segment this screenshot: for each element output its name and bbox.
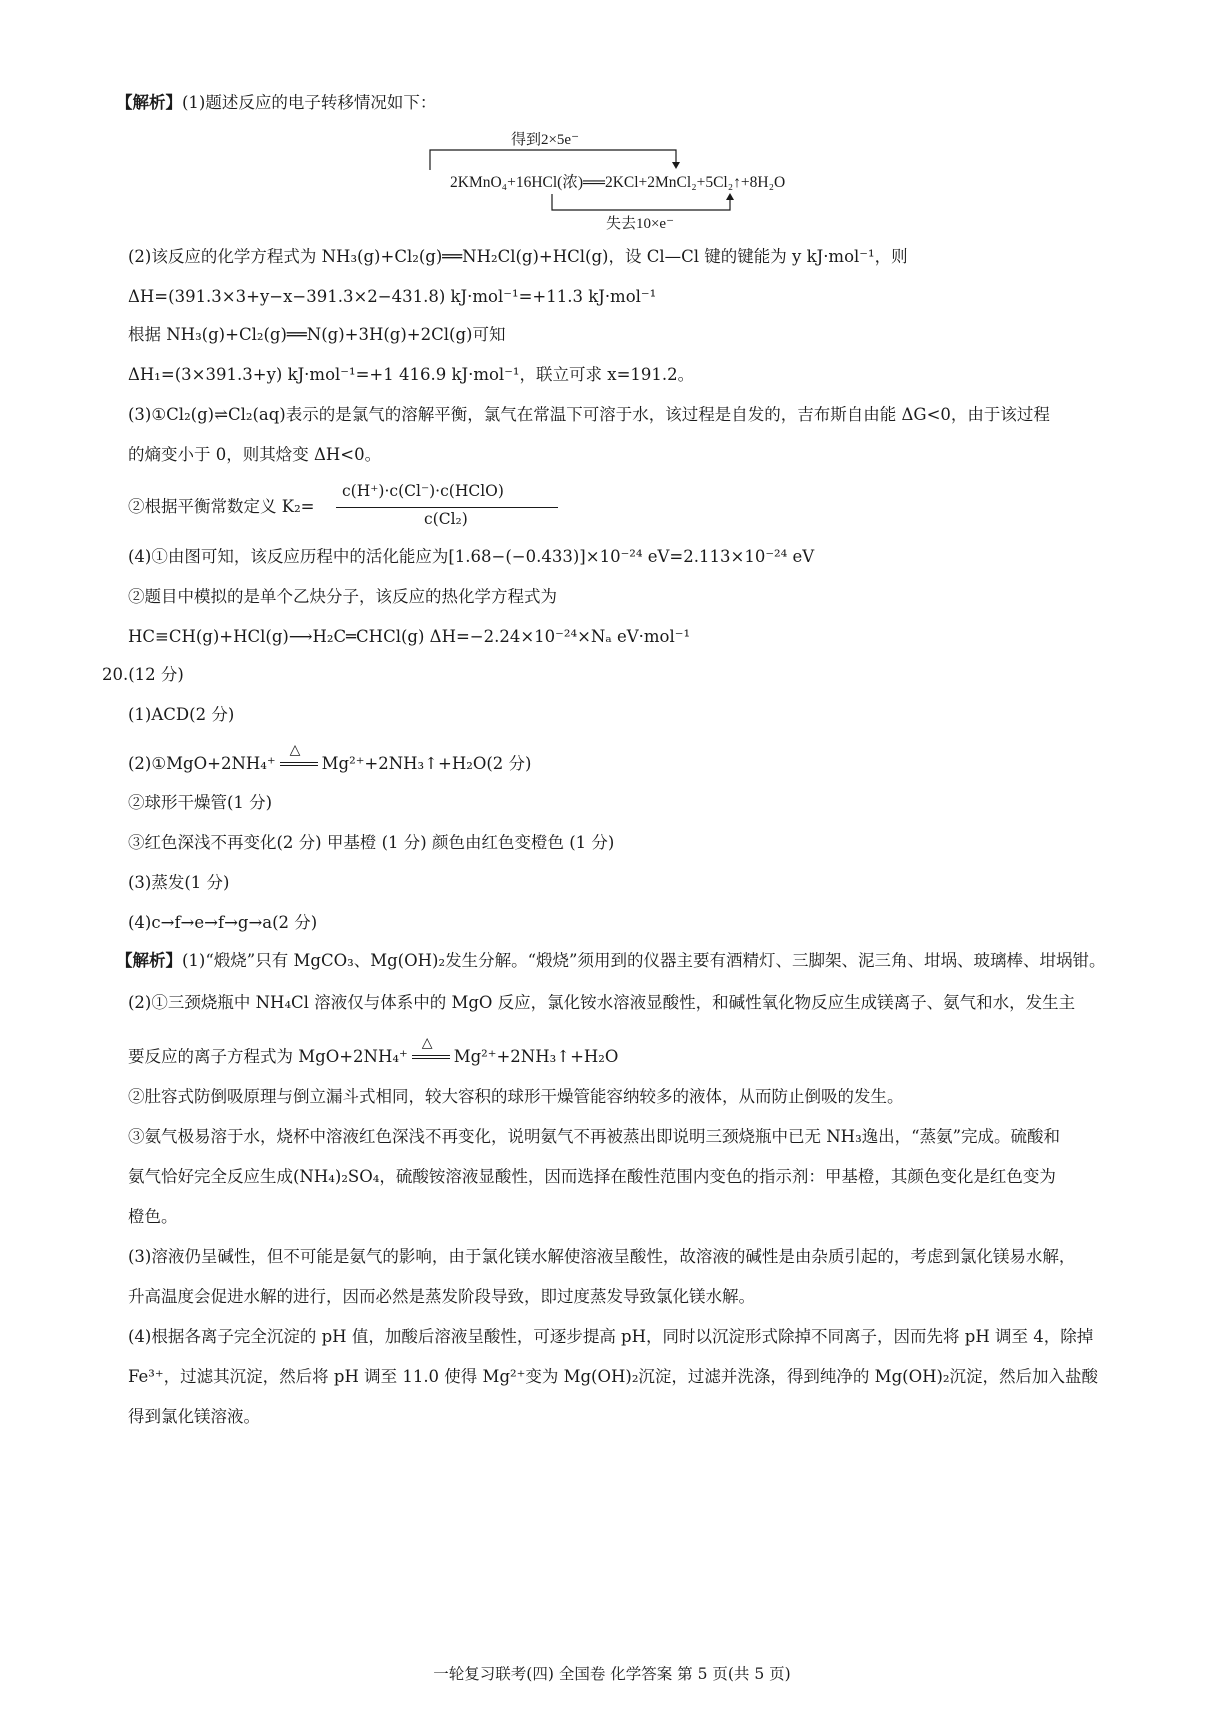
q20-analysis-2: (2)①三颈烧瓶中 NH₄Cl 溶液仅与体系中的 MgO 反应，氯化铵水溶液显酸性，和碱性氧化物反应生成镁离子、氨气和水，发生主 <box>128 993 1076 1012</box>
fraction-denominator: c(Cl₂) <box>424 510 468 528</box>
fraction-bar <box>336 507 558 508</box>
q20-equation-lead: (2)①MgO+2NH₄⁺ <box>128 754 276 773</box>
heating-triangle: △ <box>289 742 301 758</box>
heating-triangle-2: △ <box>421 1035 433 1051</box>
heating-arrow-2 <box>408 1035 454 1068</box>
lose-arrow-head <box>726 193 734 200</box>
q20-analysis-3-rest: Mg²⁺+2NH₃↑+H₂O <box>453 1047 619 1066</box>
q20-analysis-1 <box>116 950 1105 972</box>
q20-answer-3: ②球形干燥管(1 分) <box>128 793 273 812</box>
q20-analysis-5: ③氨气极易溶于水，烧杯中溶液红色深浅不再变化，说明氨气不再被蒸出即说明三颈烧瓶中已无 NH₃逸出，“蒸氨”完成。硫酸和 <box>128 1127 1061 1146</box>
q20-analysis-9: 升高温度会促进水解的进行，因而必然是蒸发阶段导致，即过度蒸发导致氯化镁水解。 <box>128 1287 755 1306</box>
q20-analysis-1-text: (1)“煅烧”只有 MgCO₃、Mg(OH)₂发生分解。“煅烧”须用到的仪器主要有酒精灯、三脚架、泥三角、坩埚、玻璃棒、坩埚钳。 <box>182 951 1106 970</box>
q20-analysis-8: (3)溶液仍呈碱性，但不可能是氨气的影响，由于氯化镁水解使溶液呈酸性，故溶液的碱性是由杂质引起的，考虑到氯化镁易水解， <box>128 1247 1076 1266</box>
q20-answer-6: (4)c→f→e→f→g→a(2 分) <box>128 913 318 932</box>
analysis-tag: 【解析】 <box>116 93 182 112</box>
q20-analysis-3 <box>128 1035 619 1068</box>
electron-lose-label: 失去10×e⁻ <box>605 216 675 232</box>
page-footer: 一轮复习联考(四) 全国卷 化学答案 第 5 页(共 5 页) <box>433 1665 791 1683</box>
question-20-heading: 20.(12 分) <box>102 665 184 684</box>
q20-answer-4: ③红色深浅不再变化(2 分) 甲基橙 (1 分) 颜色由红色变橙色 (1 分) <box>128 833 615 852</box>
q20-answer-2 <box>128 742 532 775</box>
heating-arrow <box>276 742 322 775</box>
analysis-line-5: ΔH₁=(3×391.3+y) kJ·mol⁻¹=+1 416.9 kJ·mol⁻¹，联立可求 x=191.2。 <box>128 365 695 384</box>
lose-bracket-line <box>552 194 730 210</box>
q20-answer-1: (1)ACD(2 分) <box>128 705 235 724</box>
analysis-line-11: HC≡CH(g)+HCl(g)⟶H₂C═CHCl(g) ΔH=−2.24×10⁻²⁴×Nₐ eV·mol⁻¹ <box>128 627 691 646</box>
analysis-text: (1)题述反应的电子转移情况如下： <box>182 93 437 112</box>
analysis-tag-2: 【解析】 <box>116 951 182 970</box>
q20-analysis-12: 得到氯化镁溶液。 <box>128 1407 260 1426</box>
q20-analysis-11: Fe³⁺，过滤其沉淀，然后将 pH 调至 11.0 使得 Mg²⁺变为 Mg(OH)₂沉淀，过滤并洗涤，得到纯净的 Mg(OH)₂沉淀，然后加入盐酸 <box>128 1367 1099 1386</box>
gain-bracket-line <box>430 150 676 170</box>
equals-double-line-2 <box>412 1055 450 1059</box>
q20-analysis-10: (4)根据各离子完全沉淀的 pH 值，加酸后溶液呈酸性，可逐步提高 pH，同时以沉淀形式除掉不同离子，因而先将 pH 调至 4，除掉 <box>128 1327 1094 1346</box>
q20-answer-5: (3)蒸发(1 分) <box>128 873 230 892</box>
analysis-line-9: (4)①由图可知，该反应历程中的活化能应为[1.68−(−0.433)]×10⁻²⁴ eV=2.113×10⁻²⁴ eV <box>128 547 815 566</box>
q20-analysis-4: ②肚容式防倒吸原理与倒立漏斗式相同，较大容积的球形干燥管能容纳较多的液体，从而防止倒吸的发生。 <box>128 1087 904 1106</box>
q20-analysis-3-lead: 要反应的离子方程式为 MgO+2NH₄⁺ <box>128 1047 408 1066</box>
analysis-line-2: (2)该反应的化学方程式为 NH₃(g)+Cl₂(g)══NH₂Cl(g)+HCl(g)，设 Cl—Cl 键的键能为 y kJ·mol⁻¹，则 <box>128 247 908 266</box>
q20-analysis-7: 橙色。 <box>128 1207 178 1226</box>
analysis-line-10: ②题目中模拟的是单个乙炔分子，该反应的热化学方程式为 <box>128 587 557 606</box>
analysis-line-3: ΔH=(391.3×3+y−x−391.3×2−431.8) kJ·mol⁻¹=+11.3 kJ·mol⁻¹ <box>128 287 657 306</box>
electron-gain-label: 得到2×5e⁻ <box>510 132 580 148</box>
electron-transfer-diagram <box>0 0 1224 240</box>
equilibrium-fraction <box>336 482 560 532</box>
equals-double-line <box>280 762 318 766</box>
fraction-numerator: c(H⁺)·c(Cl⁻)·c(HClO) <box>342 482 504 500</box>
q20-equation-rest: Mg²⁺+2NH₃↑+H₂O(2 分) <box>321 754 532 773</box>
equilibrium-constant-lead: ②根据平衡常数定义 K₂= <box>128 497 315 516</box>
analysis-line-4: 根据 NH₃(g)+Cl₂(g)══N(g)+3H(g)+2Cl(g)可知 <box>128 325 506 344</box>
analysis-line-7: 的熵变小于 0，则其焓变 ΔH<0。 <box>128 445 382 464</box>
reaction-equation: 2KMnO₄+16HCl(浓)══2KCl+2MnCl₂+5Cl₂↑+8H₂O <box>450 174 786 191</box>
gain-arrow-head <box>672 162 680 169</box>
q20-analysis-6: 氨气恰好完全反应生成(NH₄)₂SO₄，硫酸铵溶液显酸性，因而选择在酸性范围内变色的指示剂：甲基橙，其颜色变化是红色变为 <box>128 1167 1056 1186</box>
analysis-line-6: (3)①Cl₂(g)⇌Cl₂(aq)表示的是氯气的溶解平衡，氯气在常温下可溶于水，该过程是自发的，吉布斯自由能 ΔG<0，由于该过程 <box>128 405 1050 424</box>
